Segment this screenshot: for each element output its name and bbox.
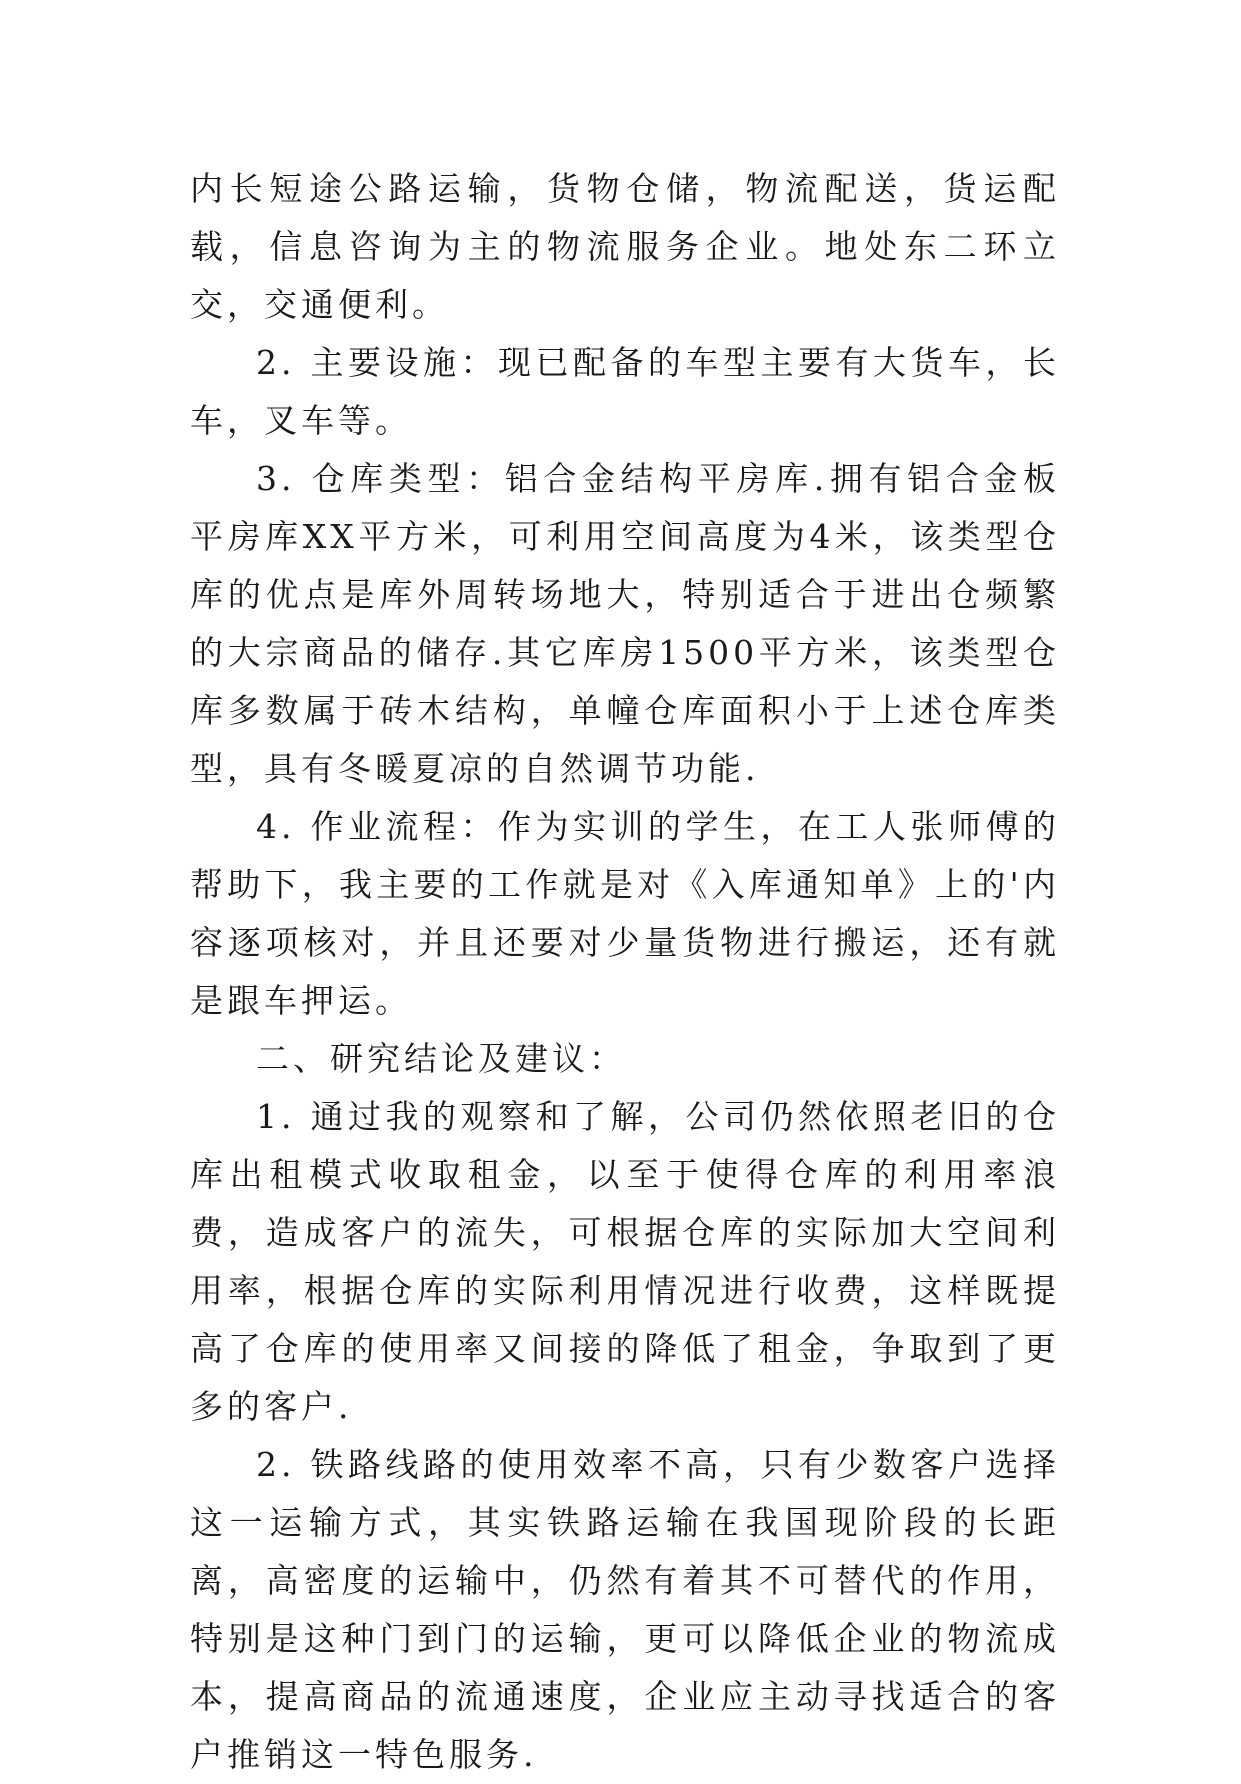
paragraph-company-intro: 内长短途公路运输，货物仓储，物流配送，货运配载，信息咨询为主的物流服务企业。地处东二环立交，交通便利。 — [190, 169, 1060, 324]
paragraph-warehouse-types: 3. 仓库类型：铝合金结构平房库.拥有铝合金板平房库XX平方米，可利用空间高度为4米，该类型仓库的优点是库外周转场地大，特别适合于进出仓频繁的大宗商品的储存.其它库房1500平方米，该类型仓库多数属于砖木结构，单幢仓库面积小于上述仓库类型，具有冬暖夏凉的自然调节功能. — [190, 459, 1060, 788]
section-heading-conclusions: 二、研究结论及建议： — [256, 1039, 626, 1078]
paragraph-main-facilities: 2. 主要设施：现已配备的车型主要有大货车，长车，叉车等。 — [190, 343, 1060, 440]
document-body — [190, 160, 1060, 1784]
paragraph-recommendation-2: 2. 铁路线路的使用效率不高，只有少数客户选择这一运输方式，其实铁路运输在我国现阶段的长距离，高密度的运输中，仍然有着其不可替代的作用，特别是这种门到门的运输，更可以降低企业的物流成本，提高商品的流通速度，企业应主动寻找适合的客户推销这一特色服务. — [190, 1445, 1060, 1774]
paragraph-recommendation-1: 1. 通过我的观察和了解，公司仍然依照老旧的仓库出租模式收取租金，以至于使得仓库的利用率浪费，造成客户的流失，可根据仓库的实际加大空间利用率，根据仓库的实际利用情况进行收费，这样既提高了仓库的使用率又间接的降低了租金，争取到了更多的客户. — [190, 1097, 1060, 1426]
paragraph-work-process: 4. 作业流程：作为实训的学生，在工人张师傅的帮助下，我主要的工作就是对《入库通知单》上的'内容逐项核对，并且还要对少量货物进行搬运，还有就是跟车押运。 — [190, 807, 1060, 1020]
